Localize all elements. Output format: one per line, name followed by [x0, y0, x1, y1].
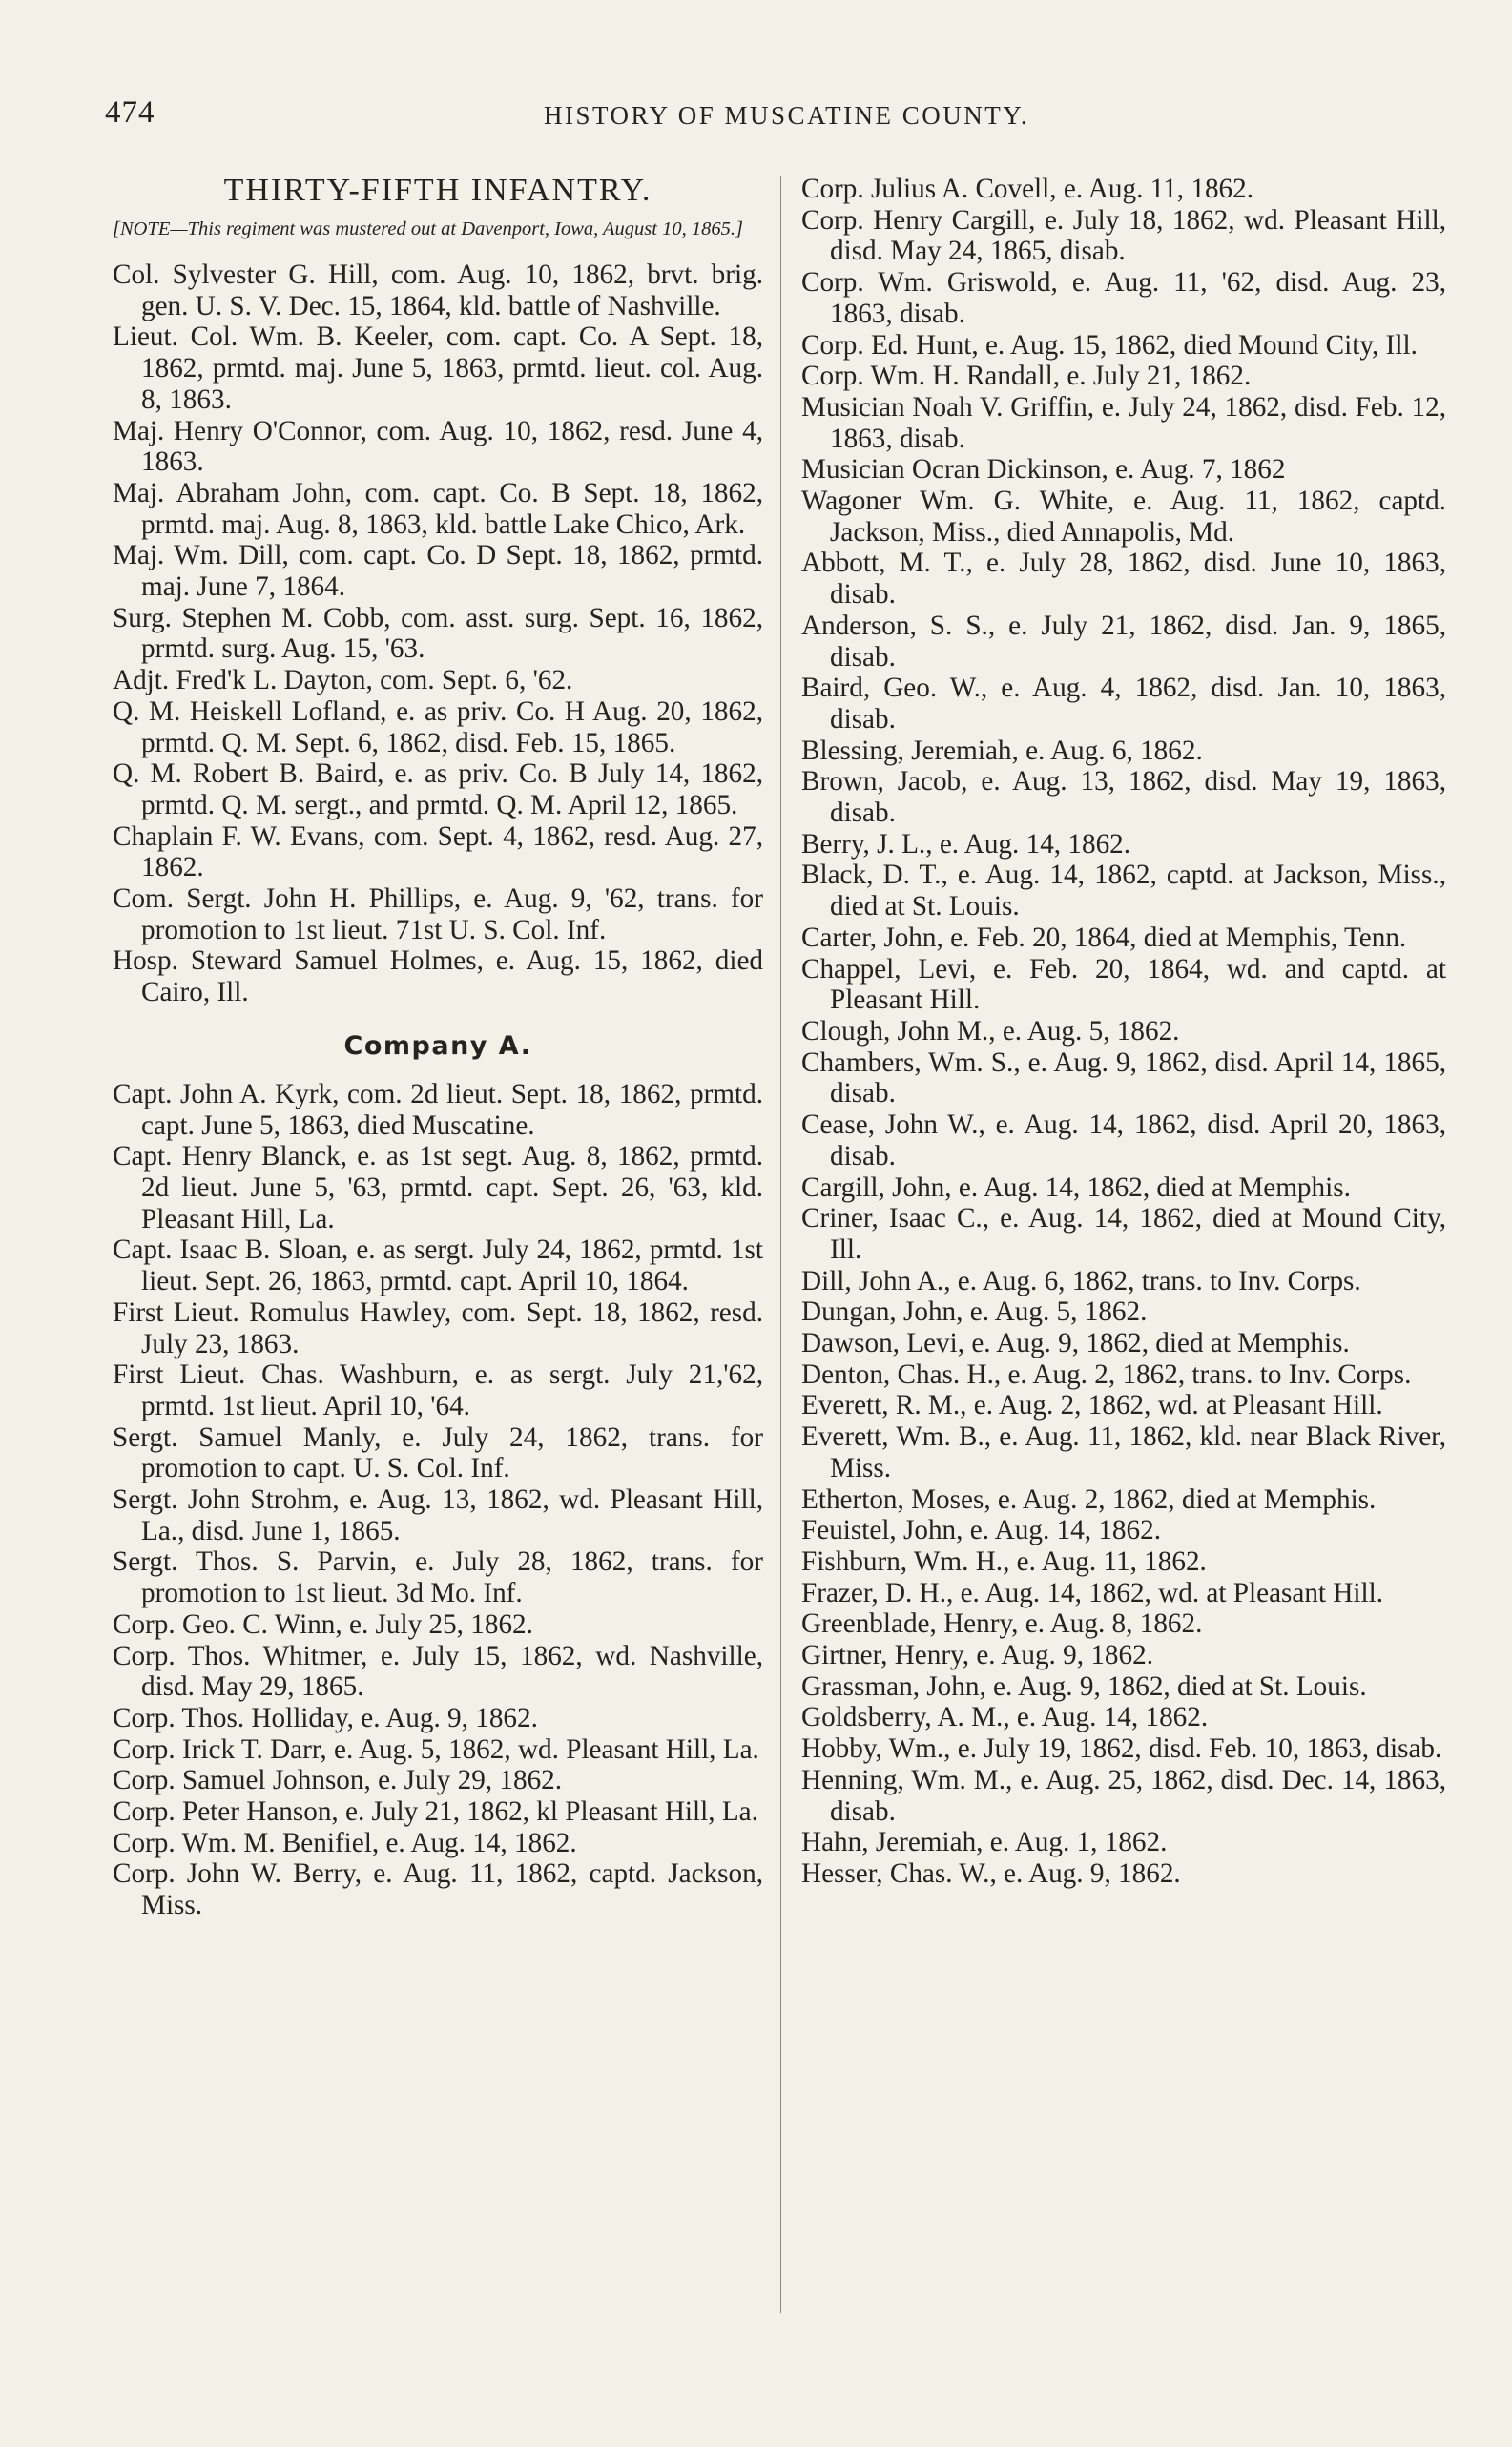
roster-entry: Surg. Stephen M. Cobb, com. asst. surg. Sept. 16, 1862, prmtd. surg. Aug. 15, '63. — [113, 602, 763, 665]
roster-entry: Goldsberry, A. M., e. Aug. 14, 1862. — [801, 1702, 1209, 1733]
roster-entry: Capt. John A. Kyrk, com. 2d lieut. Sept. 18, 1862, prmtd. capt. June 5, 1863, died Muscatine. — [113, 1078, 763, 1141]
roster-entry: Blessing, Jeremiah, e. Aug. 6, 1862. — [801, 735, 1203, 766]
roster-entry: Lieut. Col. Wm. B. Keeler, com. capt. Co. A Sept. 18, 1862, prmtd. maj. June 5, 1863, prmtd. lieut. col. Aug. 8, 1863. — [113, 321, 763, 415]
roster-entry: Dill, John A., e. Aug. 6, 1862, trans. to Inv. Corps. — [801, 1265, 1361, 1296]
roster-entry: Maj. Abraham John, com. capt. Co. B Sept. 18, 1862, prmtd. maj. Aug. 8, 1863, kld. battle Lake Chico, Ark. — [113, 477, 763, 540]
roster-entry: Col. Sylvester G. Hill, com. Aug. 10, 1862, brvt. brig. gen. U. S. V. Dec. 15, 1864, kld. battle of Nashville. — [113, 259, 763, 321]
roster-entry: Corp. Samuel Johnson, e. July 29, 1862. — [113, 1765, 563, 1796]
roster-entry: Hosp. Steward Samuel Holmes, e. Aug. 15, 1862, died Cairo, Ill. — [113, 945, 763, 1008]
roster-entry: Dungan, John, e. Aug. 5, 1862. — [801, 1296, 1148, 1328]
roster-entry: Baird, Geo. W., e. Aug. 4, 1862, disd. Jan. 10, 1863, disab. — [801, 673, 1446, 735]
roster-entry: Corp. Thos. Whitmer, e. July 15, 1862, wd. Nashville, disd. May 29, 1865. — [113, 1640, 763, 1703]
roster-entry: Chaplain F. W. Evans, com. Sept. 4, 1862, resd. Aug. 27, 1862. — [113, 820, 763, 883]
roster-entry: Corp. Geo. C. Winn, e. July 25, 1862. — [113, 1608, 533, 1640]
roster-entry: Girtner, Henry, e. Aug. 9, 1862. — [801, 1640, 1154, 1671]
roster-entry: Sergt. John Strohm, e. Aug. 13, 1862, wd. Pleasant Hill, La., disd. June 1, 1865. — [113, 1484, 763, 1546]
roster-entry: Denton, Chas. H., e. Aug. 2, 1862, trans. to Inv. Corps. — [801, 1358, 1412, 1390]
roster-entry: Wagoner Wm. G. White, e. Aug. 11, 1862, captd. Jackson, Miss., died Annapolis, Md. — [801, 486, 1446, 548]
roster-entry: First Lieut. Romulus Hawley, com. Sept. 18, 1862, resd. July 23, 1863. — [113, 1296, 763, 1359]
company-a-continued-list — [801, 174, 1446, 1890]
roster-entry: Abbott, M. T., e. July 28, 1862, disd. June 10, 1863, disab. — [801, 548, 1446, 611]
roster-entry: Corp. Irick T. Darr, e. Aug. 5, 1862, wd. Pleasant Hill, La. — [113, 1733, 759, 1765]
roster-entry: Hesser, Chas. W., e. Aug. 9, 1862. — [801, 1857, 1181, 1889]
roster-entry: Cargill, John, e. Aug. 14, 1862, died at Memphis. — [801, 1172, 1351, 1203]
roster-entry: Maj. Wm. Dill, com. capt. Co. D Sept. 18, 1862, prmtd. maj. June 7, 1864. — [113, 540, 763, 603]
roster-entry: Corp. Henry Cargill, e. July 18, 1862, wd. Pleasant Hill, disd. May 24, 1865, disab. — [801, 204, 1446, 267]
page-number: 474 — [105, 95, 155, 130]
left-column — [113, 174, 763, 1921]
column-divider — [780, 176, 781, 2313]
roster-entry: Q. M. Heiskell Lofland, e. as priv. Co. H Aug. 20, 1862, prmtd. Q. M. Sept. 6, 1862, disd. Feb. 15, 1865. — [113, 695, 763, 758]
roster-entry: Sergt. Thos. S. Parvin, e. July 28, 1862, trans. for promotion to 1st lieut. 3d Mo. Inf. — [113, 1546, 763, 1609]
roster-entry: Corp. Julius A. Covell, e. Aug. 11, 1862. — [801, 174, 1254, 204]
roster-entry: Musician Noah V. Griffin, e. July 24, 1862, disd. Feb. 12, 1863, disab. — [801, 391, 1446, 454]
roster-entry: Feuistel, John, e. Aug. 14, 1862. — [801, 1515, 1161, 1546]
roster-entry: Musician Ocran Dickinson, e. Aug. 7, 1862 — [801, 454, 1286, 486]
running-title: HISTORY OF MUSCATINE COUNTY. — [544, 101, 1030, 130]
roster-entry: Clough, John M., e. Aug. 5, 1862. — [801, 1015, 1180, 1047]
roster-entry: Everett, Wm. B., e. Aug. 11, 1862, kld. near Black River, Miss. — [801, 1421, 1446, 1483]
roster-entry: First Lieut. Chas. Washburn, e. as sergt. July 21,'62, prmtd. 1st lieut. April 10, '64. — [113, 1359, 763, 1421]
company-a-list — [113, 1079, 763, 1921]
roster-entry: Corp. John W. Berry, e. Aug. 11, 1862, captd. Jackson, Miss. — [113, 1858, 763, 1921]
roster-entry: Hahn, Jeremiah, e. Aug. 1, 1862. — [801, 1827, 1168, 1858]
roster-entry: Corp. Thos. Holliday, e. Aug. 9, 1862. — [113, 1702, 538, 1733]
roster-entry: Henning, Wm. M., e. Aug. 25, 1862, disd. Dec. 14, 1863, disab. — [801, 1764, 1446, 1827]
regiment-note: [NOTE—This regiment was mustered out at Davenport, Iowa, August 10, 1865.] — [113, 218, 743, 239]
roster-entry: Fishburn, Wm. H., e. Aug. 11, 1862. — [801, 1545, 1207, 1577]
roster-entry: Black, D. T., e. Aug. 14, 1862, captd. at Jackson, Miss., died at St. Louis. — [801, 860, 1446, 923]
roster-entry: Criner, Isaac C., e. Aug. 14, 1862, died at Mound City, Ill. — [801, 1203, 1446, 1265]
roster-entry: Etherton, Moses, e. Aug. 2, 1862, died at Memphis. — [801, 1483, 1377, 1515]
roster-entry: Adjt. Fred'k L. Dayton, com. Sept. 6, '62. — [113, 665, 573, 696]
roster-entry: Sergt. Samuel Manly, e. July 24, 1862, trans. for promotion to capt. U. S. Col. Inf. — [113, 1421, 763, 1484]
roster-entry: Corp. Wm. Griswold, e. Aug. 11, '62, disd. Aug. 23, 1863, disab. — [801, 267, 1446, 329]
roster-entry: Grassman, John, e. Aug. 9, 1862, died at St. Louis. — [801, 1670, 1367, 1702]
roster-entry: Everett, R. M., e. Aug. 2, 1862, wd. at Pleasant Hill. — [801, 1390, 1383, 1421]
company-heading: Company A. — [343, 1030, 532, 1061]
section-title: THIRTY-FIFTH INFANTRY. — [223, 173, 652, 208]
roster-entry: Berry, J. L., e. Aug. 14, 1862. — [801, 828, 1131, 860]
roster-entry: Capt. Isaac B. Sloan, e. as sergt. July 24, 1862, prmtd. 1st lieut. Sept. 26, 1863, prmtd. capt. April 10, 1864. — [113, 1234, 763, 1297]
roster-entry: Com. Sergt. John H. Phillips, e. Aug. 9, '62, trans. for promotion to 1st lieut. 71st U. S. Col. Inf. — [113, 883, 763, 945]
roster-entry: Carter, John, e. Feb. 20, 1864, died at Memphis, Tenn. — [801, 922, 1407, 953]
roster-entry: Q. M. Robert B. Baird, e. as priv. Co. B July 14, 1862, prmtd. Q. M. sergt., and prmtd. Q. M. April 12, 1865. — [113, 758, 763, 820]
roster-entry: Corp. Peter Hanson, e. July 21, 1862, kl Pleasant Hill, La. — [113, 1796, 758, 1828]
officers-list — [113, 259, 763, 1008]
roster-entry: Capt. Henry Blanck, e. as 1st segt. Aug. 8, 1862, prmtd. 2d lieut. June 5, '63, prmtd. capt. Sept. 26, '63, kld. Pleasant Hill, La. — [113, 1141, 763, 1234]
roster-entry: Brown, Jacob, e. Aug. 13, 1862, disd. May 19, 1863, disab. — [801, 766, 1446, 829]
roster-entry: Anderson, S. S., e. July 21, 1862, disd. Jan. 9, 1865, disab. — [801, 610, 1446, 673]
roster-entry: Chappel, Levi, e. Feb. 20, 1864, wd. and captd. at Pleasant Hill. — [801, 953, 1446, 1016]
roster-entry: Dawson, Levi, e. Aug. 9, 1862, died at Memphis. — [801, 1328, 1350, 1359]
roster-entry: Greenblade, Henry, e. Aug. 8, 1862. — [801, 1608, 1203, 1640]
roster-entry: Cease, John W., e. Aug. 14, 1862, disd. April 20, 1863, disab. — [801, 1109, 1446, 1172]
roster-entry: Corp. Wm. M. Benifiel, e. Aug. 14, 1862. — [113, 1827, 577, 1858]
roster-entry: Maj. Henry O'Connor, com. Aug. 10, 1862, resd. June 4, 1863. — [113, 415, 763, 478]
right-column — [801, 174, 1446, 1890]
page-header — [105, 95, 1512, 137]
roster-entry: Chambers, Wm. S., e. Aug. 9, 1862, disd. April 14, 1865, disab. — [801, 1047, 1446, 1109]
roster-entry: Corp. Wm. H. Randall, e. July 21, 1862. — [801, 361, 1252, 392]
roster-entry: Hobby, Wm., e. July 19, 1862, disd. Feb. 10, 1863, disab. — [801, 1733, 1442, 1765]
roster-entry: Frazer, D. H., e. Aug. 14, 1862, wd. at Pleasant Hill. — [801, 1577, 1384, 1608]
roster-entry: Corp. Ed. Hunt, e. Aug. 15, 1862, died Mound City, Ill. — [801, 329, 1418, 361]
